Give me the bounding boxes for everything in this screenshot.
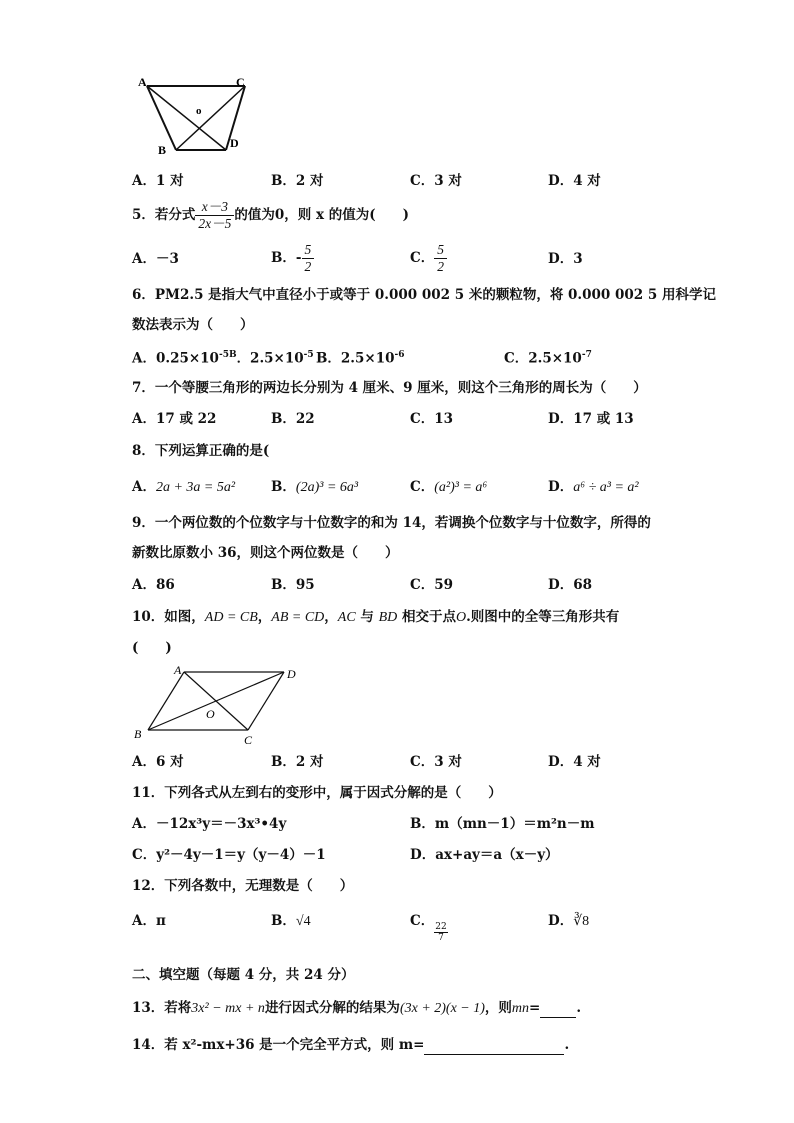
q12-option-b-math: √4 (295, 914, 311, 929)
q5-frac-num: x－3 (195, 199, 234, 216)
q6-option-c-text: C．2.5×10 (504, 350, 582, 367)
q8-stem: 8．下列运算正确的是( (132, 443, 270, 459)
q5-frac-den: 2x－5 (198, 216, 232, 231)
q10-option-b: B．2 对 (271, 754, 324, 770)
q5-option-c-frac (434, 242, 447, 275)
q8-option-a-label: A． (132, 479, 156, 495)
fig2-label-c: C (244, 733, 253, 746)
q8-option-b (271, 478, 358, 497)
figure-parallelogram (130, 662, 310, 746)
q6-option-b (316, 346, 405, 368)
q10-p6: .则图中的全等三角形共有 (466, 609, 620, 625)
q4-option-d: D．4 对 (548, 173, 601, 189)
q13-m2: (3x + 2)(x − 1) (399, 1001, 485, 1016)
q5-option-c (410, 240, 447, 276)
q5-option-b-label: B．- (271, 250, 302, 266)
q13-stem (132, 999, 581, 1018)
q5-suffix: 的值为0，则 x 的值为( ) (234, 207, 410, 223)
q5-option-c-den: 2 (437, 259, 444, 274)
q13-eq: = (529, 1000, 541, 1016)
q5-option-a: A．－3 (132, 251, 179, 267)
q8-option-d-label: D． (548, 479, 574, 495)
q4-option-b: B．2 对 (271, 173, 324, 189)
q5-stem (132, 198, 409, 232)
q10-m1: AD = CB (204, 610, 258, 625)
q6-option-b-exp: -6 (394, 350, 405, 360)
q10-option-c: C．3 对 (410, 754, 462, 770)
fig2-label-b: B (134, 727, 142, 741)
q14-end: . (564, 1037, 570, 1053)
q12-option-d-label: D． (548, 913, 574, 929)
q5-option-b (271, 240, 314, 276)
q10-option-a: A．6 对 (132, 754, 184, 770)
q14-text: 14．若 x²-mx+36 是一个完全平方式，则 m= (132, 1037, 425, 1053)
q10-p5: 相交于点 (397, 609, 456, 625)
q6-option-a-exp: -5 (218, 350, 229, 360)
q9-option-a: A．86 (132, 577, 175, 593)
q14-stem (132, 1036, 569, 1055)
q9-option-c: C．59 (410, 577, 454, 593)
q10-m2: AB = CD (271, 610, 325, 625)
q14-answer-blank (424, 1036, 564, 1055)
q8-option-d (548, 478, 639, 497)
q12-option-c-den: 7 (438, 933, 444, 943)
fig2-label-d: D (287, 667, 296, 681)
q6-inline-b-exp: -5 (303, 350, 314, 360)
fig2-label-o: O (206, 707, 215, 721)
q8-option-c-math: (a²)³ = a⁶ (434, 480, 488, 495)
q10-m4: BD (378, 610, 398, 625)
q8-option-a (132, 478, 235, 497)
q5-fraction (195, 199, 234, 232)
q13-prefix: 13．若将 (132, 1000, 192, 1016)
q12-option-a: A．π (132, 913, 166, 929)
q6-inline-b: B (228, 350, 237, 360)
q8-option-b-math: (2a)³ = 6a³ (295, 480, 359, 495)
q6-option-c-exp: -7 (581, 350, 592, 360)
q10-option-d: D．4 对 (548, 754, 601, 770)
q5-option-b-den: 2 (304, 259, 312, 274)
q10-line2: ( ) (132, 640, 172, 656)
q6-option-a (132, 346, 314, 368)
q12-option-b-label: B． (271, 913, 296, 929)
q12-option-d-math: ∛8 (573, 914, 590, 929)
q6-option-b-text: B．2.5×10 (316, 350, 395, 367)
q6-option-c (504, 346, 592, 368)
q5-option-b-num: 5 (302, 242, 315, 259)
q9-line2: 新数比原数小 36，则这个两位数是（ ） (132, 545, 399, 561)
q4-option-a: A．1 对 (132, 173, 184, 189)
fig1-label-b: B (158, 143, 167, 157)
q7-option-a: A．17 或 22 (132, 411, 217, 427)
q5-option-c-num: 5 (434, 242, 447, 259)
q12-option-c-label: C． (410, 913, 435, 929)
q13-m3: mn (511, 1001, 530, 1016)
q6-line2: 数法表示为（ ） (132, 317, 254, 333)
q13-answer-blank (540, 999, 576, 1018)
q9-option-d: D．68 (548, 577, 592, 593)
q9-line1: 9．一个两位数的个位数字与十位数字的和为 14，若调换个位数字与十位数字，所得的 (132, 515, 651, 531)
q6-option-a-text: A．0.25×10 (132, 350, 219, 367)
q5-option-b-frac (302, 242, 315, 275)
q7-option-d: D．17 或 13 (548, 411, 634, 427)
q8-option-c (410, 478, 487, 497)
q11-stem: 11．下列各式从左到右的变形中，属于因式分解的是（ ） (132, 785, 502, 801)
q7-option-c: C．13 (410, 411, 454, 427)
q6-inline-b-text: ．2.5×10 (236, 350, 304, 367)
q5-option-d: D．3 (548, 251, 583, 267)
q8-option-d-math: a⁶ ÷ a³ = a² (573, 480, 639, 495)
q12-option-c (410, 912, 448, 943)
q12-option-b (271, 912, 311, 931)
q10-line1 (132, 608, 619, 627)
q11-option-d: D．ax+ay＝a（x－y） (410, 847, 559, 863)
q12-option-d (548, 912, 589, 931)
q13-end: . (576, 1000, 582, 1016)
q5-option-c-label: C． (410, 250, 435, 266)
q13-mid: 进行因式分解的结果为 (264, 1000, 400, 1016)
fig1-label-o: o (196, 105, 202, 117)
q8-option-a-math: 2a + 3a = 5a² (155, 480, 236, 495)
q4-option-c: C．3 对 (410, 173, 462, 189)
q11-option-a: A．－12x³y＝－3x³•4y (132, 816, 287, 832)
q7-option-b: B．22 (271, 411, 315, 427)
section2-heading: 二、填空题（每题 4 分，共 24 分） (132, 967, 355, 983)
q12-stem: 12．下列各数中，无理数是（ ） (132, 878, 354, 894)
q9-option-b: B．95 (271, 577, 315, 593)
q10-m5: O (455, 610, 467, 625)
q10-p2: ， (257, 609, 272, 625)
q7-stem: 7．一个等腰三角形的两边长分别为 4 厘米、9 厘米，则这个三角形的周长为（ ） (132, 380, 647, 396)
q11-option-b: B．m（mn－1）＝m²n－m (410, 816, 595, 832)
q10-p3: ， (324, 609, 338, 625)
q13-m1: 3x² − mx + n (191, 1001, 265, 1016)
figure-trapezoid (132, 72, 257, 158)
q8-option-b-label: B． (271, 479, 296, 495)
q12-option-c-num: 22 (435, 922, 447, 932)
q12-option-c-frac (434, 922, 447, 943)
q10-p1: 10．如图， (132, 609, 205, 625)
fig1-label-d: D (230, 136, 239, 150)
q10-m3: AC (337, 610, 356, 625)
fig2-label-a: A (174, 663, 182, 677)
q11-option-c: C．y²－4y－1＝y（y－4）－1 (132, 847, 326, 863)
q10-p4: 与 (355, 609, 379, 625)
q13-mid2: ，则 (484, 1000, 512, 1016)
q8-option-c-label: C． (410, 479, 435, 495)
q6-line1: 6．PM2.5 是指大气中直径小于或等于 0.000 002 5 米的颗粒物，将 0.000 002 5 用科学记 (132, 287, 716, 303)
fig1-label-a: A (138, 75, 147, 89)
q5-prefix: 5．若分式 (132, 207, 196, 223)
fig1-label-c: C (236, 75, 245, 89)
